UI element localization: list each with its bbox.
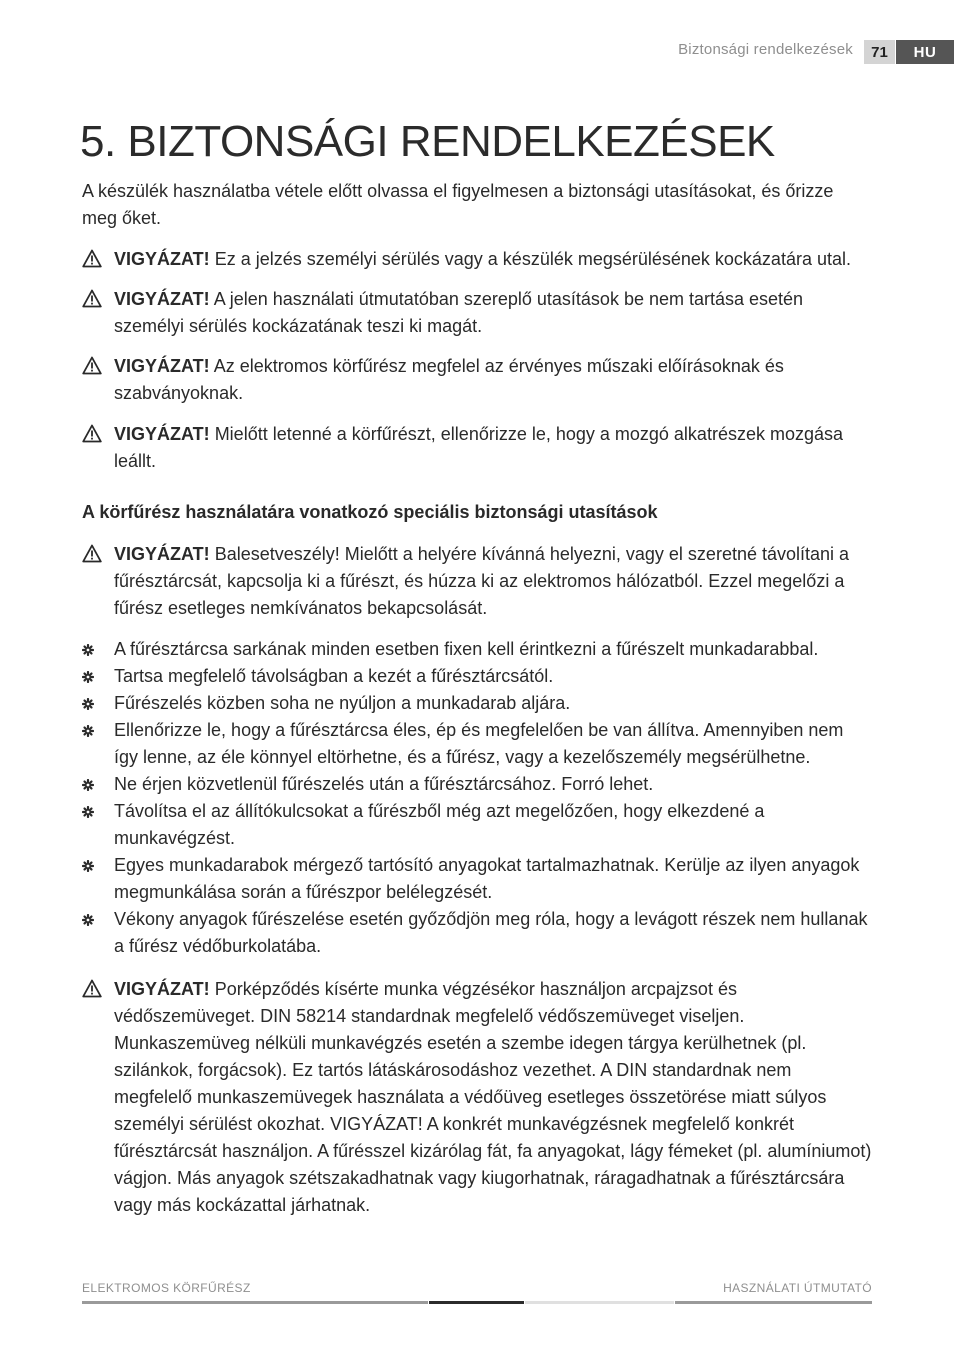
warning-1 — [82, 246, 872, 273]
warning-triangle-icon — [82, 249, 102, 268]
language-tag: HU — [896, 40, 954, 64]
warning-text: Mielőtt letenné a körfűrészt, ellenőrizze le, hogy a mozgó alkatrészek mozgása leállt. — [114, 424, 843, 471]
footer-bar-segment-mid-right — [675, 1301, 872, 1304]
warning-triangle-icon — [82, 979, 102, 998]
bullet-text: Távolítsa el az állítókulcsokat a fűrészből még azt megelőzően, hogy elkezdené a munkavégzést. — [114, 801, 765, 848]
bullet-text: Tartsa megfelelő távolságban a kezét a fűrésztárcsától. — [114, 666, 554, 686]
warning-text: Ez a jelzés személyi sérülés vagy a készülék megsérülésének kockázatára utal. — [214, 249, 851, 269]
page-title: 5. BIZTONSÁGI RENDELKEZÉSEK — [80, 117, 775, 166]
gear-bullet-icon — [82, 779, 94, 791]
list-item — [82, 852, 872, 906]
warning-3 — [82, 353, 872, 407]
warning-label: VIGYÁZAT! — [114, 249, 210, 269]
bullet-text: Vékony anyagok fűrészelése esetén győződjön meg róla, hogy a levágott részek nem hullanak a fűrész védőburkolatába. — [114, 909, 868, 956]
list-item — [82, 636, 872, 663]
warning-4 — [82, 421, 872, 475]
warning-final — [82, 976, 872, 1219]
footer-bar-segment-dark — [429, 1301, 524, 1304]
list-item — [82, 690, 872, 717]
list-item — [82, 798, 872, 852]
warning-triangle-icon — [82, 289, 102, 308]
bullet-text: Fűrészelés közben soha ne nyúljon a munkadarab aljára. — [114, 693, 571, 713]
footer-manual-label: HASZNÁLATI ÚTMUTATÓ — [723, 1281, 872, 1295]
list-item — [82, 906, 872, 960]
footer-product-name: ELEKTROMOS KÖRFŰRÉSZ — [82, 1281, 251, 1295]
warning-label: VIGYÁZAT! — [114, 544, 210, 564]
bullet-text: Egyes munkadarabok mérgező tartósító anyagokat tartalmazhatnak. Kerülje az ilyen anyagok megmunkálása során a fűrészpor belélegzését. — [114, 855, 860, 902]
warning-label: VIGYÁZAT! — [114, 356, 210, 376]
list-item — [82, 771, 872, 798]
bullet-text: A fűrésztárcsa sarkának minden esetben fixen kell érintkezni a fűrészelt munkadarabbal. — [114, 639, 819, 659]
list-item — [82, 663, 872, 690]
warning-text: A jelen használati útmutatóban szereplő utasítások be nem tartása esetén személyi sérülés kockázatának teszi ki magát. — [114, 289, 804, 336]
warning-label: VIGYÁZAT! — [114, 424, 210, 444]
warning-label: VIGYÁZAT! — [114, 289, 210, 309]
gear-bullet-icon — [82, 698, 94, 710]
gear-bullet-icon — [82, 725, 94, 737]
footer-bar-segment-mid — [82, 1301, 428, 1304]
list-item — [82, 717, 872, 771]
gear-bullet-icon — [82, 860, 94, 872]
warning-triangle-icon — [82, 424, 102, 443]
gear-bullet-icon — [82, 806, 94, 818]
warning-text: Porképződés kísérte munka végzésékor használjon arcpajzsot és védőszemüveget. DIN 58214 standardnak megfelelő védőszemüveget viseljen. Munkaszemüveg nélküli munkavégzés esetén a szembe idegen tárgya kerülhetnek (pl. szilánkok, forgácsok). Ez tartós látáskárosodáshoz vezethet. A DIN standardnak nem megfelelő munkaszemüvegek használata a védőüveg esetleges összetörése miatt súlyos személyi sérülést okozhat. VIGYÁZAT! A konkrét munkavégzésnek megfelelő konkrét fűrésztárcsát használjon. A fűrésszel kizárólag fát, fa anyagokat, lágy fémeket (pl. alumíniumot) vágjon. Más anyagok szétszakadhatnak vagy kiugorhatnak, ráragadhatnak a fűrésztárcsára vagy más kockázattal járhatnak. — [114, 979, 872, 1215]
gear-bullet-icon — [82, 914, 94, 926]
bullet-text: Ne érjen közvetlenül fűrészelés után a fűrésztárcsához. Forró lehet. — [114, 774, 654, 794]
warning-triangle-icon — [82, 544, 102, 563]
warning-triangle-icon — [82, 356, 102, 375]
section-subheading: A körfűrész használatára vonatkozó speciális biztonsági utasítások — [82, 502, 658, 522]
footer-bar-segment-light — [525, 1301, 674, 1304]
warning-text: Az elektromos körfűrész megfelel az érvényes műszaki előírásoknak és szabványoknak. — [114, 356, 784, 403]
warning-special — [82, 541, 872, 622]
warning-text: Balesetveszély! Mielőtt a helyére kívánná helyezni, vagy el szeretné távolítani a fűrésztárcsát, kapcsolja ki a fűrészt, és húzza ki az elektromos hálózatból. Ezzel megelőzi a fűrész esetleges nemkívánatos bekapcsolását. — [114, 544, 850, 618]
gear-bullet-icon — [82, 671, 94, 683]
safety-bullet-list — [82, 636, 872, 960]
page-number: 71 — [864, 40, 895, 64]
warning-2 — [82, 286, 872, 340]
bullet-text: Ellenőrizze le, hogy a fűrésztárcsa éles, ép és megfelelően be van állítva. Amennyiben nem így lenne, az éle könnyel eltörhetne, és a fűrész, vagy a kezelőszemély megsérülhetne. — [114, 720, 844, 767]
gear-bullet-icon — [82, 644, 94, 656]
intro-paragraph: A készülék használatba vétele előtt olvassa el figyelmesen a biztonsági utasításokat, és őrizze meg őket. — [82, 181, 834, 228]
header-section-title: Biztonsági rendelkezések — [678, 41, 853, 58]
warning-label: VIGYÁZAT! — [114, 979, 210, 999]
